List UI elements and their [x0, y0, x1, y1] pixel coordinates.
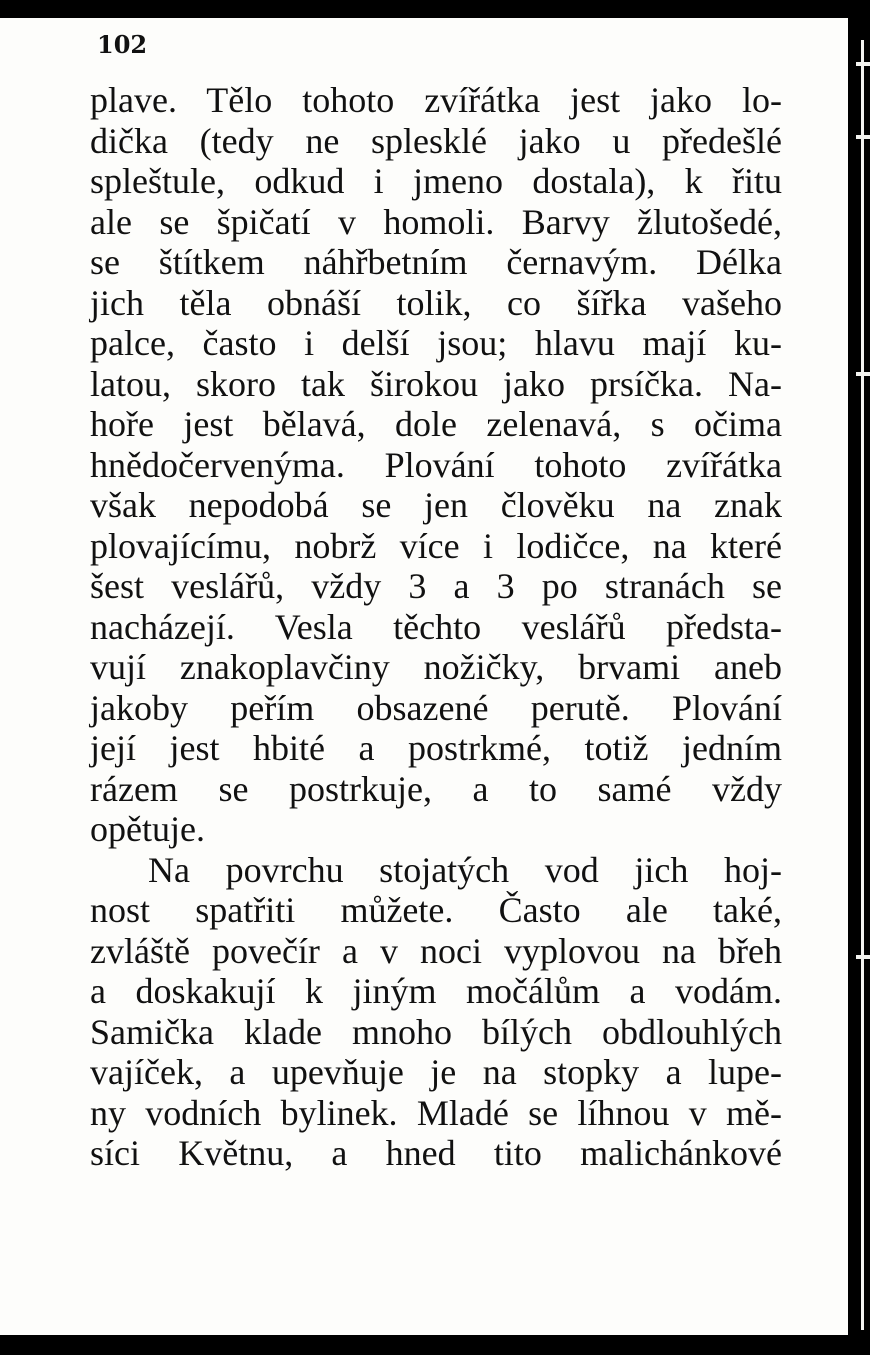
text-line: a doskakují k jiným močálům a vodám.	[90, 971, 782, 1011]
text-line: Samička klade mnoho bílých obdlouhlých	[90, 1011, 782, 1052]
text-line: zvláště povečír a v noci vyplovou na břeh	[90, 930, 782, 971]
page-number: 102	[97, 30, 148, 59]
paragraph-start-line: Na povrchu stojatých vod jich hoj-	[148, 849, 782, 890]
text-line: však nepodobá se jen člověku na znak	[90, 485, 782, 525]
text-line: opětuje.	[90, 809, 205, 849]
text-line: jakoby peřím obsazené perutě. Plování	[90, 687, 782, 728]
text-line: šest veslářů, vždy 3 a 3 po stranách se	[90, 566, 782, 606]
text-line: nost spatřiti můžete. Často ale také,	[90, 890, 782, 930]
text-line: hoře jest bělavá, dole zelenavá, s očima	[90, 404, 782, 444]
binding-notch	[856, 135, 870, 139]
text-line: dička (tedy ne splesklé jako u předešlé	[90, 120, 782, 161]
text-line: palce, často i delší jsou; hlavu mají ku-	[90, 323, 782, 363]
text-line: vajíček, a upevňuje je na stopky a lupe-	[90, 1052, 782, 1092]
text-line: rázem se postrkuje, a to samé vždy	[90, 768, 782, 809]
text-line: síci Květnu, a hned tito malichánkové	[90, 1133, 782, 1173]
text-line: hnědočervenýma. Plování tohoto zvířátka	[90, 444, 782, 485]
body-text	[90, 80, 782, 1174]
binding-notch	[856, 62, 870, 66]
text-line: spleštule, odkud i jmeno dostala), k řitu	[90, 161, 782, 201]
text-line: její jest hbité a postrkmé, totiž jedním	[90, 728, 782, 768]
text-line: plave. Tělo tohoto zvířátka jest jako lo-	[90, 80, 782, 120]
text-line: vují znakoplavčiny nožičky, brvami aneb	[90, 647, 782, 687]
text-line: se štítkem náhřbetním černavým. Délka	[90, 242, 782, 282]
binding-notch	[856, 372, 870, 376]
text-line: nacházejí. Vesla těchto veslářů předsta-	[90, 606, 782, 647]
text-line: ale se špičatí v homoli. Barvy žlutošedé,	[90, 201, 782, 242]
text-line: plovajícímu, nobrž více i lodičce, na které	[90, 525, 782, 566]
binding-notch	[856, 955, 870, 959]
text-line: jich těla obnáší tolik, co šířka vašeho	[90, 282, 782, 323]
text-line: latou, skoro tak širokou jako prsíčka. Na-	[90, 363, 782, 404]
text-line: ny vodních bylinek. Mladé se líhnou v mě-	[90, 1092, 782, 1133]
page-binding-edge	[848, 0, 870, 1355]
binding-line	[861, 40, 864, 1330]
